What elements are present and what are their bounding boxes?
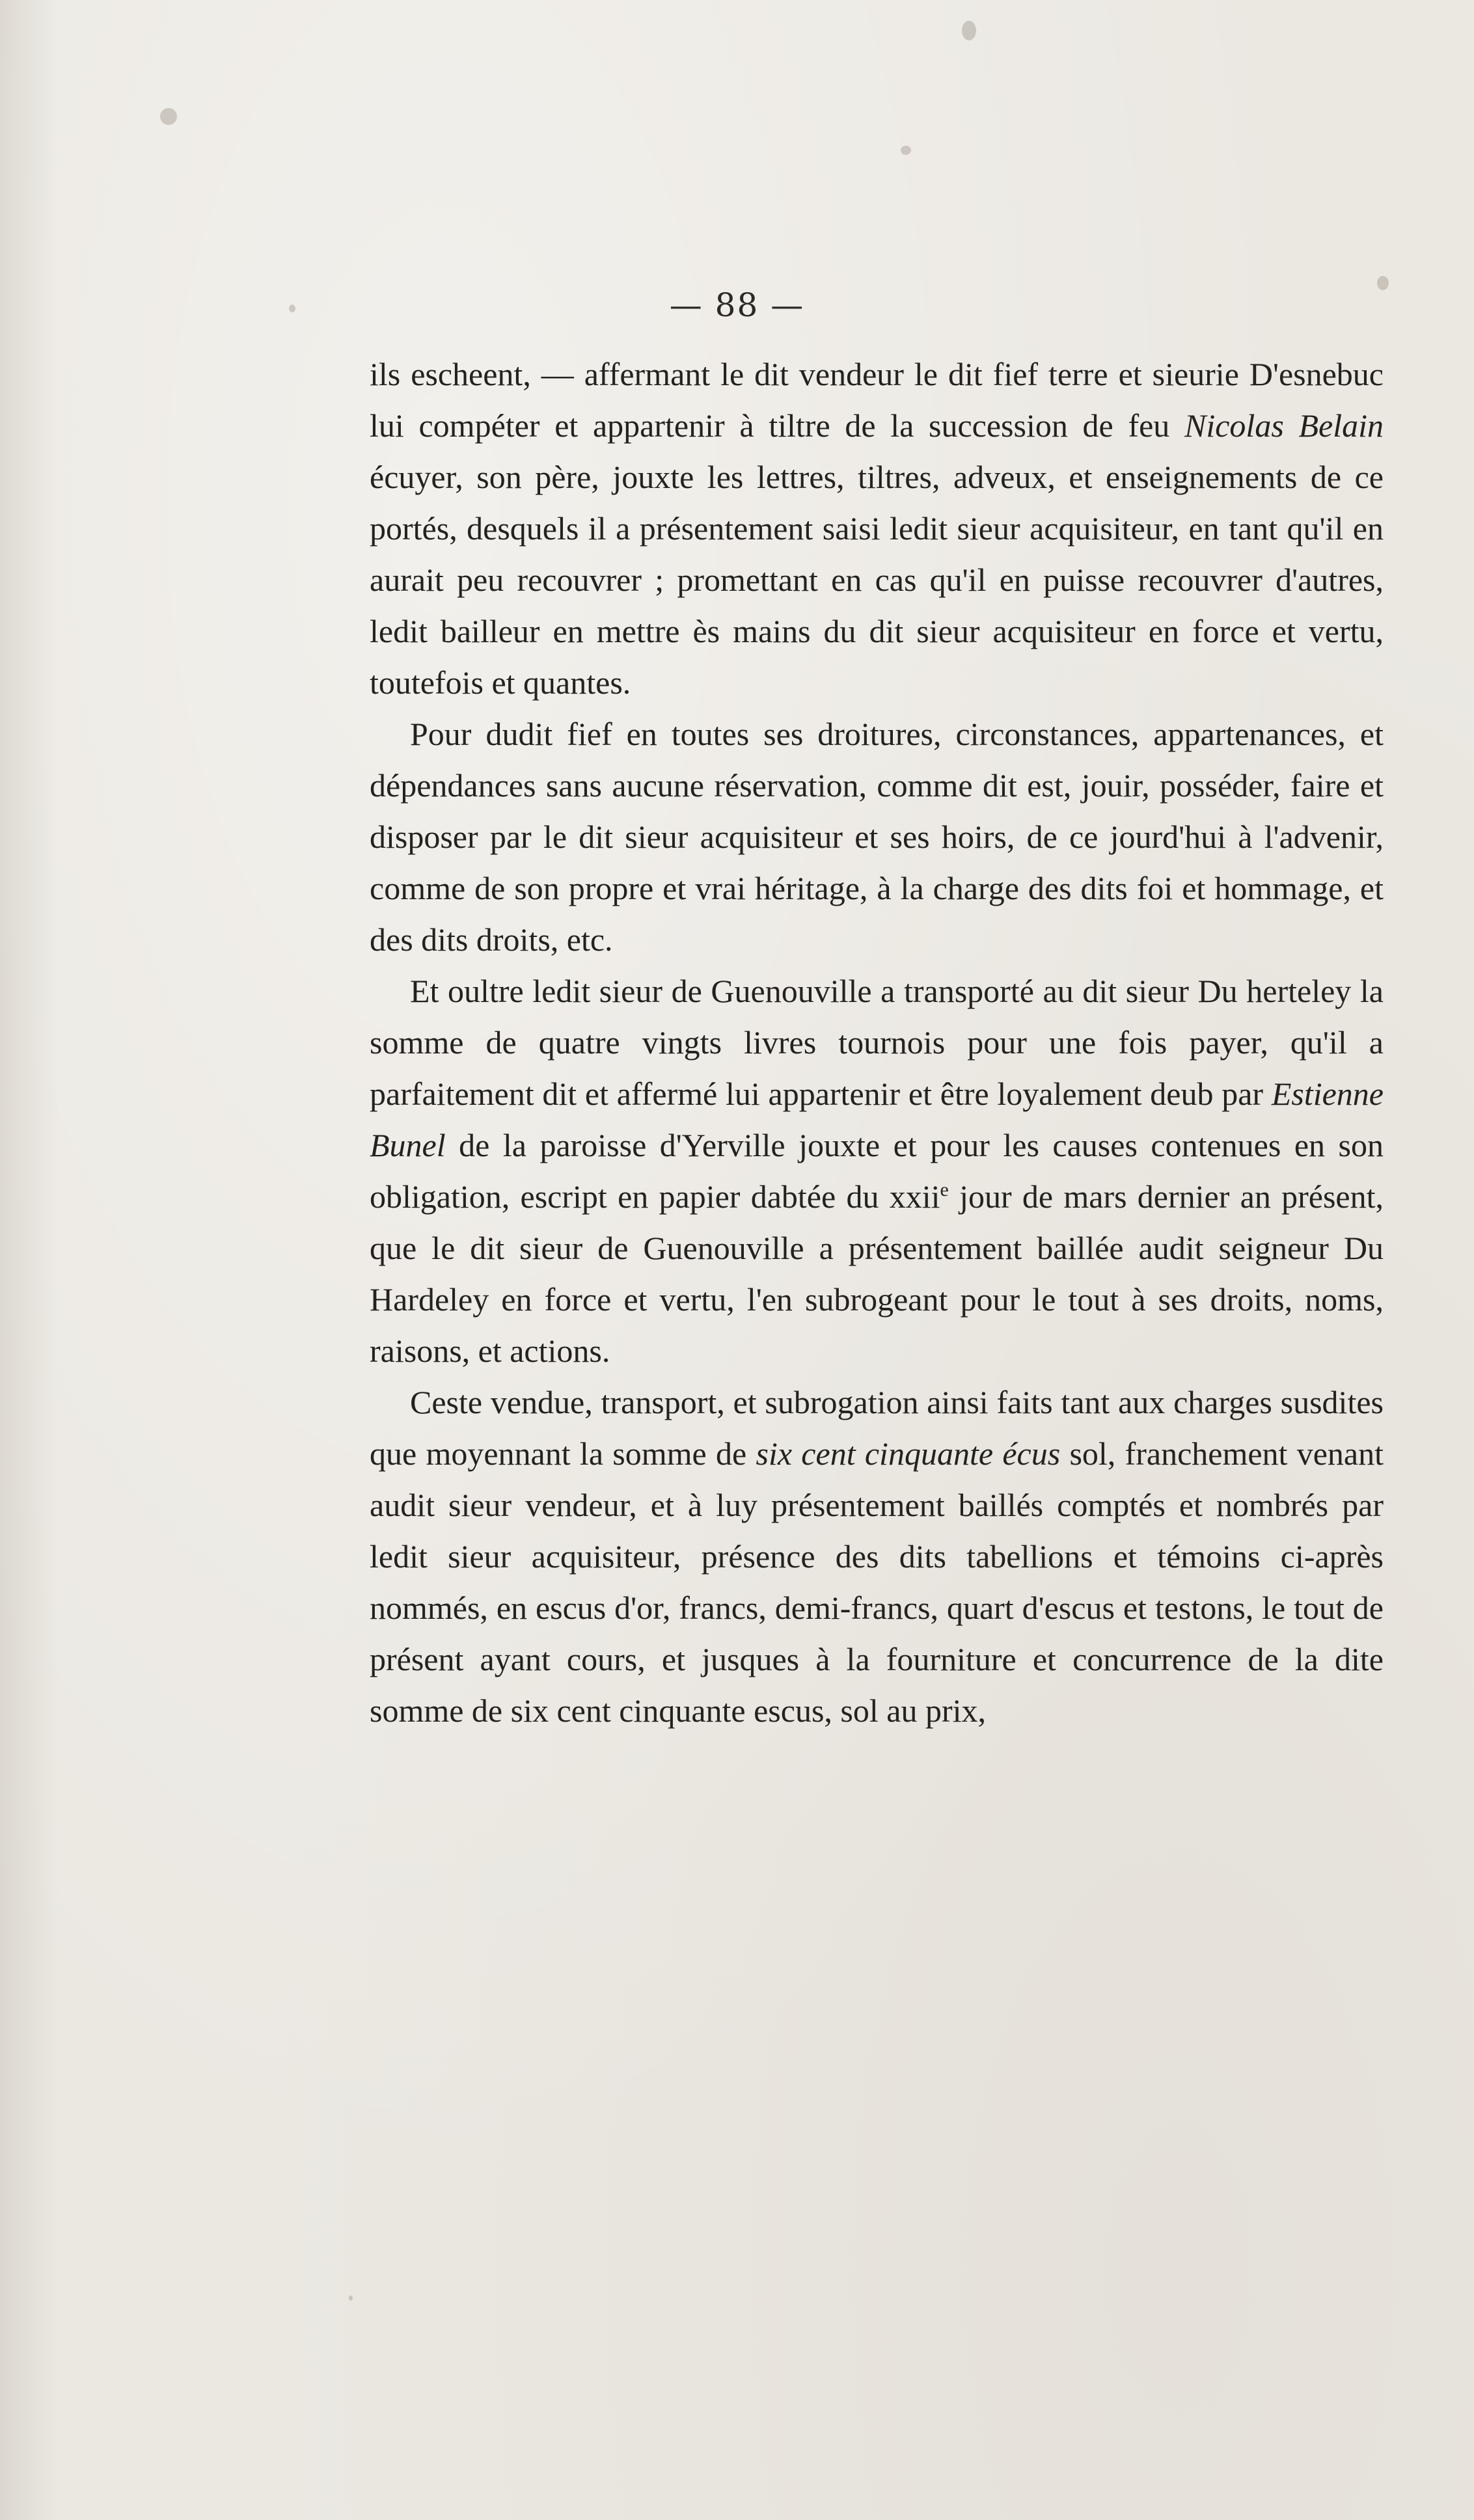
paper-speck: [160, 108, 177, 125]
italic-text: Nicolas Belain: [1184, 407, 1384, 444]
body-text: [370, 349, 1384, 1737]
text-run: sol, franchement venant audit sieur vendeur, et à luy présentement baillés comptés et nombrés par ledit sieur acquisiteur, présence des dits tabellions et témoins ci-après nommés, en escus d'or, francs, demi-francs, quart d'escus et testons, le tout de présent ayant cours, et jusques à la fourniture et concurrence de la dite somme de six cent cinquante escus, sol au prix,: [370, 1435, 1384, 1729]
text-run: de la paroisse d'Yerville jouxte et pour les causes contenues en son obligation, escript en papier dabtée du xxii: [370, 1127, 1384, 1215]
page-shadow: [0, 0, 59, 2520]
text-run: Ceste vendue, transport, et subrogation ainsi faits tant aux charges susdites que moyennant la somme de: [370, 1384, 1384, 1472]
paper-speck: [962, 21, 976, 40]
paragraph: [370, 709, 1384, 966]
text-run: écuyer, son père, jouxte les lettres, tiltres, adveux, et enseignements de ce portés, desquels il a présentement saisi ledit sieur acquisiteur, en tant qu'il en aurait peu recouvrer ; promettant en cas qu'il en puisse recouvrer d'autres, ledit bailleur en mettre ès mains du dit sieur acquisiteur en force et vertu, toutefois et quantes.: [370, 459, 1384, 701]
paper-speck: [901, 146, 911, 155]
italic-text: Estienne Bunel: [370, 1076, 1384, 1163]
page-number: — 88 —: [669, 286, 805, 324]
text-run: ils escheent, — affermant le dit vendeur le dit fief terre et sieurie D'esnebuc lui compéter et appartenir à tiltre de la succession de feu: [370, 356, 1384, 444]
paper-speck: [349, 2296, 353, 2301]
text-run: jour de mars dernier an présent, que le dit sieur de Guenouville a présentement baillée audit seigneur Du Hardeley en force et vertu, l'en subrogeant pour le tout à ses droits, noms, raisons, et actions.: [370, 1178, 1384, 1369]
text-run: Pour dudit fief en toutes ses droitures, circonstances, appartenances, et dépendances sans aucune réservation, comme dit est, jouir, posséder, faire et disposer par le dit sieur acquisiteur et ses hoirs, de ce jourd'hui à l'advenir, comme de son propre et vrai héritage, à la charge des dits foi et hommage, et des dits droits, etc.: [370, 716, 1384, 958]
paragraph: [370, 1377, 1384, 1737]
superscript-text: e: [940, 1179, 949, 1200]
text-run: Et oultre ledit sieur de Guenouville a transporté au dit sieur Du herteley la somme de quatre vingts livres tournois pour une fois payer, qu'il a parfaitement dit et affermé lui appartenir et être loyalement deub par: [370, 973, 1384, 1112]
paragraph: [370, 349, 1384, 709]
paragraph: [370, 966, 1384, 1377]
italic-text: six cent cinquante écus: [756, 1435, 1061, 1472]
